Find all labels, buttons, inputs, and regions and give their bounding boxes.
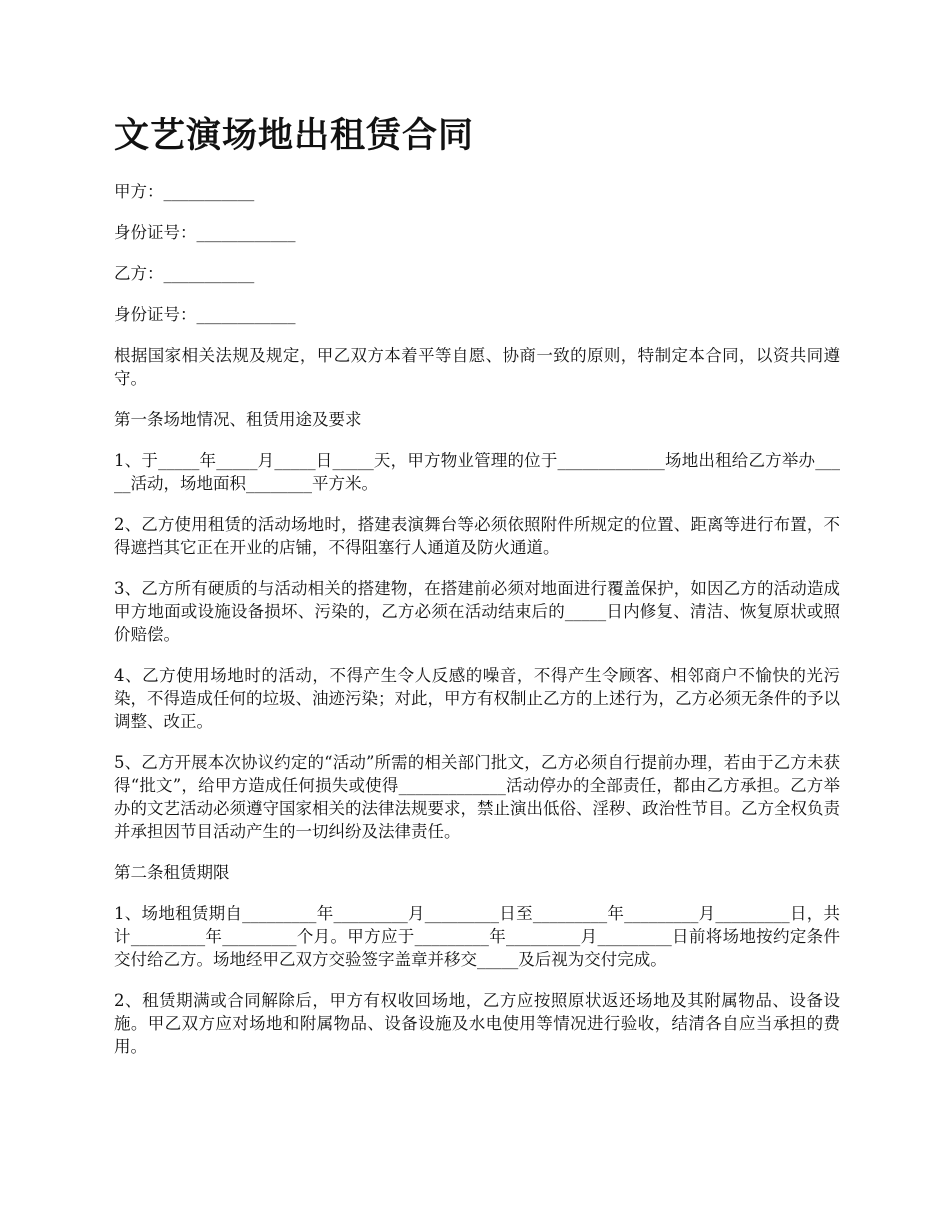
article-1-heading: 第一条场地情况、租赁用途及要求 <box>114 410 362 429</box>
article-1-item-3: 3、乙方所有硬质的与活动相关的搭建物，在搭建前必须对地面进行覆盖保护，如因乙方的活动造成甲方地面或设施设备损坏、污染的，乙方必须在活动结束后的_____日内修复、清洁、恢复原状或照价赔偿。 <box>114 579 840 644</box>
party-b-id-line: 身份证号：____________ <box>114 305 296 324</box>
contract-page <box>114 110 840 1076</box>
article-1-item-1: 1、于_____年_____月_____日_____天，甲方物业管理的位于_____________场地出租给乙方举办_____活动，场地面积________平方米。 <box>114 451 840 493</box>
article-2-item-2: 2、租赁期满或合同解除后，甲方有权收回场地，乙方应按照原状返还场地及其附属物品、设备设施。甲乙双方应对场地和附属物品、设备设施及水电使用等情况进行验收，结清各自应当承担的费用。 <box>114 991 840 1056</box>
article-2-item-1: 1、场地租赁期自_________年_________月_________日至_________年_________月_________日，共计_________年_________个月。甲方应于_________年_________月_________日前将场地按约定条件交付给乙方。场地经甲乙双方交验签字盖章并移交_____及后视为交付完成。 <box>114 904 840 969</box>
article-1-item-5: 5、乙方开展本次协议约定的“活动”所需的相关部门批文，乙方必须自行提前办理，若由于乙方未获得“批文”，给甲方造成任何损失或使得_____________活动停办的全部责任，都由乙方承担。乙方举办的文艺活动必须遵守国家相关的法律法规要求，禁止演出低俗、淫秽、政治性节目。乙方全权负责并承担因节目活动产生的一切纠纷及法律责任。 <box>114 753 840 841</box>
document-title: 文艺演场地出租赁合同 <box>114 115 475 156</box>
party-a-line: 甲方：___________ <box>114 182 255 201</box>
article-2-heading: 第二条租赁期限 <box>114 863 230 882</box>
preamble-paragraph: 根据国家相关法规及规定，甲乙双方本着平等自愿、协商一致的原则，特制定本合同，以资共同遵守。 <box>114 346 840 388</box>
party-b-line: 乙方：___________ <box>114 264 255 283</box>
article-1-item-2: 2、乙方使用租赁的活动场地时，搭建表演舞台等必须依照附件所规定的位置、距离等进行布置，不得遮挡其它正在开业的店铺，不得阻塞行人通道及防火通道。 <box>114 515 840 557</box>
party-a-id-line: 身份证号：____________ <box>114 223 296 242</box>
article-1-item-4: 4、乙方使用场地时的活动，不得产生令人反感的噪音，不得产生令顾客、相邻商户不愉快的光污染，不得造成任何的垃圾、油迹污染；对此，甲方有权制止乙方的上述行为，乙方必须无条件的予以调整、改正。 <box>114 666 840 731</box>
